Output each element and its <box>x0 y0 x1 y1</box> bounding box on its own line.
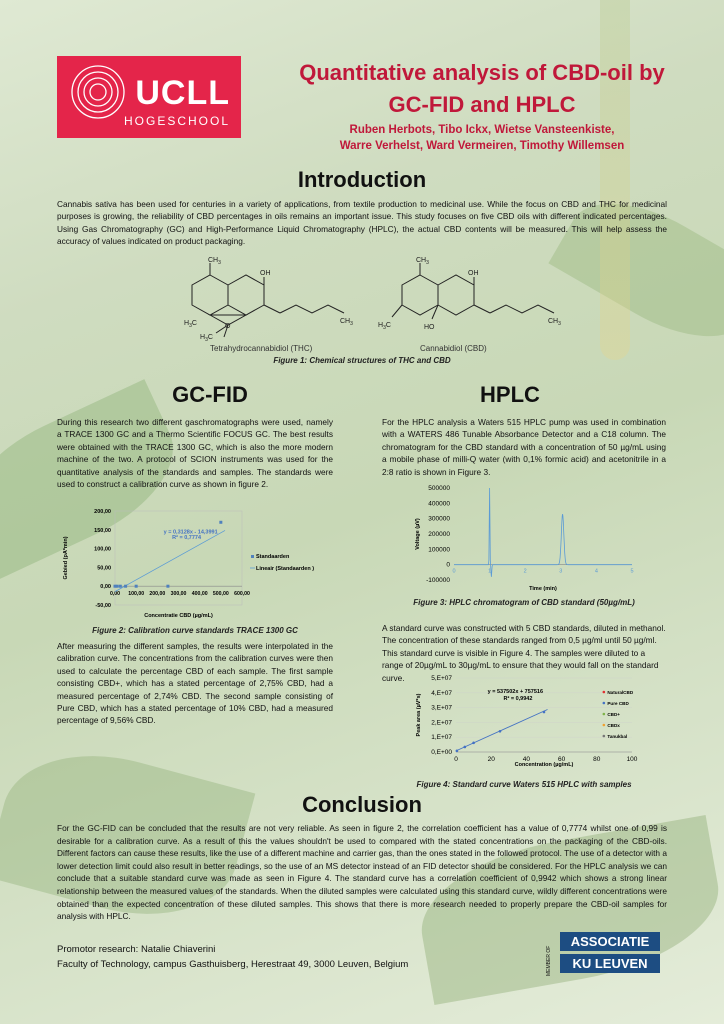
legend-label: Tanukbal <box>607 734 628 739</box>
y-tick-label: 50,00 <box>97 565 111 572</box>
data-point <box>472 742 475 745</box>
x-tick-label: 100 <box>626 756 638 763</box>
gcfid-text2: After measuring the different samples, the results were interpolated in the calibration curve. The concentrations from the calibration curves were then used to calculate the percentage CBD of each sample. The first sample consisting CBD+, which has a stated percentage of 2,75% CBD, had a measured percentage of 2,74% CBD. The second sample consisting of Pure CBD, which has a stated percentage of 10% CBD, had a measured percentage of 9,56% CBD. <box>57 641 333 726</box>
hplc-heading: HPLC <box>480 382 540 407</box>
data-point <box>464 746 467 749</box>
y-tick-label: 400000 <box>428 500 450 508</box>
data-point <box>124 585 127 588</box>
chemical-structures-figure <box>170 255 570 355</box>
x-tick-label: 5 <box>630 568 634 575</box>
y-tick-label: 0,E+00 <box>431 749 452 756</box>
figure4-caption: Figure 4: Standard curve Waters 515 HPLC with samples <box>416 780 632 789</box>
y-tick-label: 500000 <box>428 485 450 492</box>
trendline <box>115 530 225 591</box>
legend-marker <box>603 702 606 705</box>
thc-ch3-label: $CH_3$ <box>208 257 221 266</box>
y-tick-label: 200,00 <box>94 509 111 515</box>
cbd-ch3-label: $CH_3$ <box>416 257 429 266</box>
thc-chain-ch3-label: $CH_3$ <box>340 318 353 327</box>
promotor-text: Promotor research: Natalie Chiaverini <box>57 944 216 955</box>
gcfid-heading: GC-FID <box>172 382 248 407</box>
hplc-text1: For the HPLC analysis a Waters 515 HPLC pump was used in combination with a WATERS 486 Tunable Absorbance Detector and a C18 column. The chromatogram for the CBD standard with a concentration of 50 µg/mL using a mobile phase of milli-Q water (with 0,1% formic acid) and acetonitrile in a 2:8 ratio is shown in Figure 3. <box>382 417 666 477</box>
x-tick-label: 3 <box>559 568 563 575</box>
legend-marker <box>251 555 254 558</box>
legend-marker <box>603 691 606 694</box>
introduction-text: Cannabis sativa has been used for centuries in a variety of applications, from textile production to medicinal use. While the focus on CBD and THC for medicinal purposes is growing, the reliability of CBD percentages in oils remains an important issue. This study focuses on five CBD oils with different indicated percentages. Using Gas Chromatography (GC) and High-Performance Liquid Chromatography (HPLC), the actual CBD contents will be measured. This will help assess the accuracy of values indicated on product packaging. <box>57 199 667 247</box>
x-tick-label: 200,00 <box>149 591 166 598</box>
legend-label: NaturalCBD <box>607 690 634 695</box>
legend-marker <box>603 713 606 716</box>
cbd-chain-ch3-label: $CH_3$ <box>548 318 561 327</box>
trendline <box>456 710 548 751</box>
x-tick-label: 4 <box>594 568 598 575</box>
y-tick-label: 4,E+07 <box>431 689 452 697</box>
cbd-name: Cannabidiol (CBD) <box>420 344 487 353</box>
y-tick-label: 0,00 <box>100 584 111 591</box>
authors-line1: Ruben Herbots, Tibo Ickx, Wietse Vansteenkiste, <box>349 124 615 136</box>
figure4-standard-curve <box>410 672 660 776</box>
y-tick-label: 5,E+07 <box>431 675 452 682</box>
data-point <box>499 730 502 733</box>
associatie-label: ASSOCIATIE <box>560 932 660 951</box>
legend-label: CBD+ <box>607 712 621 717</box>
thc-o-label: O <box>225 323 231 330</box>
legend-label: Pure CBD <box>607 701 629 706</box>
figure3-chromatogram <box>410 482 640 594</box>
data-point <box>166 585 169 588</box>
thc-h3c-label-1: $H_3C$ <box>184 320 197 329</box>
y-tick-label: 150,00 <box>94 527 111 534</box>
x-axis-label: Concentratie CBD (µg/mL) <box>144 613 213 619</box>
x-tick-label: 400,00 <box>191 591 208 598</box>
thc-h3c-label-2: $H_3C$ <box>200 334 213 343</box>
gcfid-text1: During this research two different gaschromatographs were used, namely a TRACE 1300 GC and a Thermo Scientific FOCUS GC. The best results were obtained with the TRACE 1300 GC, which is also the more modern machine of the two. A protocol of SCION instruments was used for the quantitative analysis of the standards and samples. The standards were used to construct a calibration curve as shown in figure 2. <box>57 417 333 490</box>
member-of-label: MEMBER OF <box>546 945 552 976</box>
figure3-caption: Figure 3: HPLC chromatogram of CBD standard (50µg/mL) <box>413 598 635 607</box>
legend-label: CBDx <box>607 723 620 728</box>
data-point <box>119 585 122 588</box>
ucll-logo-subtitle: HOGESCHOOL <box>123 114 230 128</box>
x-tick-label: 100,00 <box>128 591 145 598</box>
background-dropper <box>600 0 630 360</box>
poster-title-line2: GC-FID and HPLC <box>388 92 576 117</box>
cbd-h3c-label: $H_3C$ <box>378 322 391 331</box>
cbd-ho-label: HO <box>424 324 435 331</box>
legend-marker <box>603 735 606 738</box>
hplc-text2: A standard curve was constructed with 5 CBD standards, diluted in methanol. The concentration of these standards ranged from 0,5 µg/ml until 50 µg/ml. This standard curve is visible in Figure 4. The samples were diluted to a range of 20µg/mL to 30µg/mL to ensure that they would fall on the standard curve. <box>382 623 666 683</box>
y-axis-label: Voltage (µV) <box>415 518 421 550</box>
conclusion-text: For the GC-FID can be concluded that the results are not very reliable. As seen in figure 2, the correlation coefficient has a value of 0,7774 whilst one of 0,99 is desirable for a calibration curve. As a result of this the values shouldn't be used to compared with the stated concentrations on the packaging of the CBD-oils. Different factors can cause these results, like the use of a different machine and carrier gas, than the ones stated in the followed protocol. The use of a detector with a lower detection limit could also result in better readings, so the use of an MS detector instead of an FID detector should be considered. For the HPLC analysis we can conclude that a suitable standard curve was made as seen in Figure 4. The standard curve has a correlation coefficient of 0,9942 which shows a strong linear relationship between the measured values of the standards. When the diluted samples were calculated using this standard curve, wildly different concentrations were obtained than the expected concentration of these diluted samples. This shows that there is more research needed to properly prepare the CBD-oil samples for analysis with HPLC. <box>57 823 667 922</box>
y-tick-label: 1,E+07 <box>431 734 452 742</box>
x-tick-label: 80 <box>593 756 601 763</box>
chromatogram-trace <box>454 488 632 577</box>
x-tick-label: 0,00 <box>109 591 121 598</box>
x-tick-label: 40 <box>522 756 531 763</box>
x-tick-label: 600,00 <box>234 591 250 598</box>
ku-leuven-label: KU LEUVEN <box>560 954 660 973</box>
x-axis-label: Time (min) <box>529 586 557 592</box>
y-axis-label: Peak area (µV*s) <box>416 693 422 737</box>
y-axis-label: Gebied (pA*min) <box>63 536 69 580</box>
thc-name: Tetrahydrocannabidiol (THC) <box>210 344 313 353</box>
data-point <box>135 585 138 588</box>
thc-oh-label: OH <box>260 270 271 277</box>
x-tick-label: 1 <box>488 568 492 575</box>
data-point <box>116 585 119 588</box>
x-tick-label: 300,00 <box>170 591 187 598</box>
data-point <box>456 750 459 753</box>
x-tick-label: 20 <box>487 756 495 763</box>
y-tick-label: 100000 <box>428 546 450 554</box>
r2-label: R² = 0,9942 <box>503 696 533 703</box>
y-tick-label: 200000 <box>428 531 450 538</box>
y-tick-label: -50,00 <box>95 603 111 609</box>
x-tick-label: 0 <box>454 756 458 763</box>
data-point <box>543 711 546 714</box>
data-point <box>219 521 222 524</box>
authors-line2: Warre Verhelst, Ward Vermeiren, Timothy Willemsen <box>339 140 625 152</box>
introduction-heading: Introduction <box>297 167 427 192</box>
x-tick-label: 500,00 <box>212 591 229 598</box>
equation-label: y = 0,3128x - 14,3991 <box>163 529 218 536</box>
r2-label: R² = 0,7774 <box>172 534 202 541</box>
faculty-address: Faculty of Technology, campus Gasthuisberg, Herestraat 49, 3000 Leuven, Belgium <box>57 959 409 970</box>
x-axis-label: Concentration (µg/mL) <box>514 762 574 768</box>
cbd-oh-label: OH <box>468 270 479 277</box>
x-tick-label: 0 <box>452 568 456 575</box>
ucll-logo-title: UCLL <box>135 74 230 112</box>
legend-marker <box>603 724 606 727</box>
legend-label: Lineair (Standaarden ) <box>256 566 315 572</box>
figure2-caption: Figure 2: Calibration curve standards TRACE 1300 GC <box>92 626 298 635</box>
conclusion-heading: Conclusion <box>302 792 422 817</box>
figure1-caption: Figure 1: Chemical structures of THC and CBD <box>273 356 451 365</box>
y-tick-label: 100,00 <box>94 546 111 553</box>
equation-label: y = 537502x + 757516 <box>487 688 544 695</box>
y-tick-label: 0 <box>446 561 450 569</box>
y-tick-label: 300000 <box>428 515 450 523</box>
y-tick-label: -100000 <box>426 577 450 584</box>
y-tick-label: 3,E+07 <box>431 704 452 712</box>
poster-title-line1: Quantitative analysis of CBD-oil by <box>299 60 665 85</box>
x-tick-label: 2 <box>523 568 527 575</box>
figure2-calibration-chart <box>57 505 333 623</box>
x-tick-label: 60 <box>557 756 566 763</box>
y-tick-label: 2,E+07 <box>431 719 452 727</box>
legend-label: Standaarden <box>256 554 290 560</box>
